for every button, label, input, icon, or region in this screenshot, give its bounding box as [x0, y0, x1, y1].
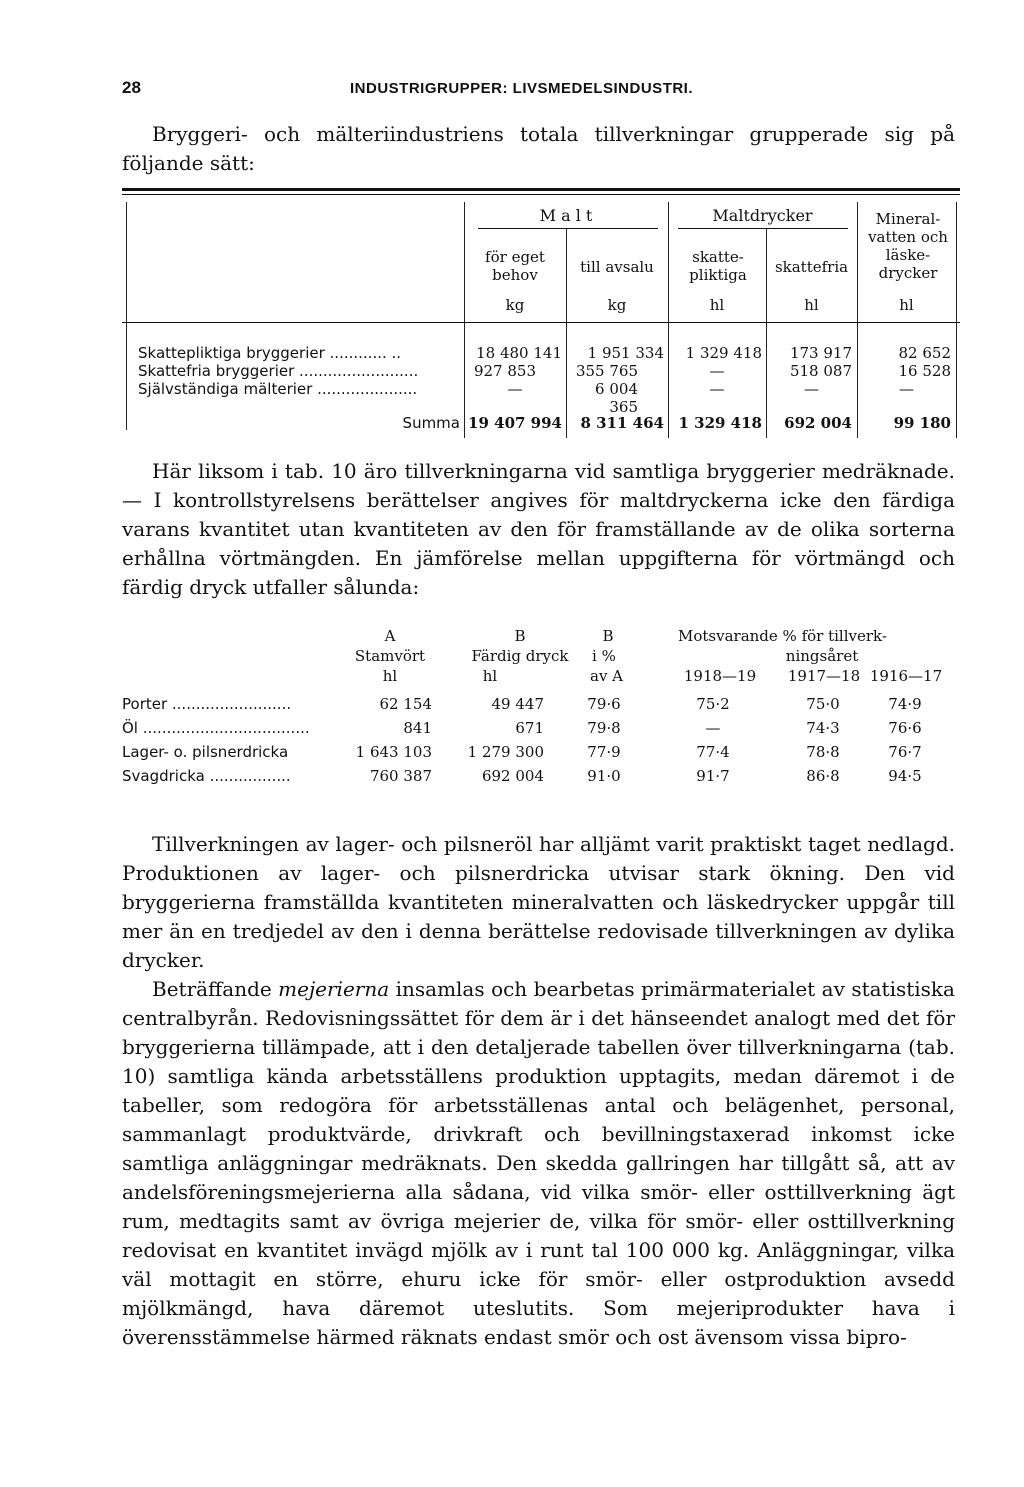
- cell: 78·8: [806, 743, 840, 761]
- row-label-porter: Porter .........................: [122, 695, 292, 713]
- row-label-svagdricka: Svagdricka .................: [122, 767, 291, 785]
- table-top-rule-thin: [122, 194, 960, 195]
- unit-kg-1: kg: [505, 296, 525, 314]
- col-label-till-avsalu: till avsalu: [580, 258, 654, 276]
- cell: 91·0: [587, 767, 621, 785]
- cell: —: [899, 380, 914, 398]
- cell: 692 004: [481, 767, 544, 785]
- head-ningsaret: ningsåret: [785, 647, 859, 665]
- cell: 77·4: [696, 743, 730, 761]
- cell: 86·8: [806, 767, 840, 785]
- paragraph-2: [122, 457, 955, 602]
- cell: —: [709, 362, 725, 380]
- para4-start: Beträffande: [152, 977, 279, 1001]
- year-1918-19: 1918—19: [683, 667, 757, 685]
- cell: —: [709, 380, 725, 398]
- summa-cell: 692 004: [784, 414, 852, 432]
- cell: 74·9: [888, 695, 922, 713]
- row-label-skattefria: Skattefria bryggerier .........................: [138, 362, 419, 380]
- production-table: [122, 188, 960, 468]
- col-label-skattefria: skattefria: [774, 258, 849, 276]
- vline: [857, 202, 858, 438]
- group-header-mineral: Mineral-vatten och läske-drycker: [868, 210, 948, 282]
- page-number: 28: [122, 78, 141, 97]
- year-1917-18: 1917—18: [787, 667, 861, 685]
- cell: 79·6: [587, 695, 621, 713]
- comparison-table: [122, 625, 960, 795]
- unit-hl-2: hl: [804, 296, 819, 314]
- cell: 173 917: [789, 344, 852, 362]
- cell: —: [804, 380, 819, 398]
- cell: 77·9: [587, 743, 621, 761]
- group-header-maltdrycker: Maltdrycker: [712, 206, 813, 225]
- cell: 518 087: [789, 362, 852, 380]
- col-label-skattepliktiga: skatte-pliktiga: [689, 248, 747, 284]
- paragraph-3: [122, 830, 955, 975]
- paragraph-2-text: Här liksom i tab. 10 äro tillverkningarna vid samtliga bryggerier medräknade. — I kontrollstyrelsens berättelser angives för maltdryckerna icke den färdiga varans kvantitet utan kvantiteten av den för framställande av de olika sorterna erhållna vörtmängden. En jämförelse mellan uppgifterna för vörtmängd och färdig dryck utfaller sålunda:: [122, 459, 955, 599]
- unit-kg-2: kg: [607, 296, 627, 314]
- vline: [668, 202, 669, 438]
- summa-cell: 1 329 418: [678, 414, 762, 432]
- cell: 1 951 334: [587, 344, 664, 362]
- table-top-rule: [122, 188, 960, 191]
- vline: [464, 202, 465, 438]
- cell: 1 329 418: [685, 344, 762, 362]
- head-bp-unit: av A: [590, 667, 624, 685]
- row-label-ol: Öl ...................................: [122, 719, 310, 737]
- summa-label: Summa: [402, 414, 460, 432]
- paragraph-4: [122, 975, 955, 1352]
- cell: 760 387: [369, 767, 432, 785]
- head-bp: B: [602, 627, 614, 645]
- cell: 76·6: [888, 719, 922, 737]
- head-motsvarande: Motsvarande % för tillverk-: [678, 627, 887, 645]
- cell: 74·3: [806, 719, 840, 737]
- cell: 6 004 365: [595, 380, 638, 416]
- para4-emphasis: mejerierna: [278, 977, 390, 1001]
- cell: 927 853: [473, 362, 536, 380]
- row-label-lager: Lager- o. pilsnerdricka: [122, 743, 289, 761]
- cell: 671: [515, 719, 544, 737]
- head-b-unit: hl: [482, 667, 498, 685]
- cell: 91·7: [696, 767, 730, 785]
- summa-cell: 8 311 464: [580, 414, 664, 432]
- cell: 94·5: [888, 767, 922, 785]
- col-label-eget-behov: för eget behov: [485, 248, 545, 284]
- running-title: INDUSTRIGRUPPER: LIVSMEDELSINDUSTRI.: [350, 80, 694, 97]
- cell: 355 765: [575, 362, 638, 380]
- rule: [678, 228, 848, 229]
- cell: —: [507, 380, 523, 398]
- rule: [478, 228, 658, 229]
- group-header-malt: M a l t: [539, 206, 593, 225]
- cell: 1 279 300: [467, 743, 544, 761]
- cell: 16 528: [898, 362, 951, 380]
- cell: —: [705, 719, 721, 737]
- unit-hl-3: hl: [899, 296, 914, 314]
- cell: 1 643 103: [355, 743, 432, 761]
- summa-cell: 99 180: [893, 414, 951, 432]
- header-bottom-rule: [122, 322, 960, 323]
- row-label-malterier: Självständiga mälterier .....................: [138, 380, 418, 398]
- cell: 49 447: [491, 695, 544, 713]
- vline: [126, 202, 127, 430]
- head-a-unit: hl: [382, 667, 398, 685]
- head-b-sub: Färdig dryck: [471, 647, 569, 665]
- head-a: A: [384, 627, 396, 645]
- cell: 75·2: [696, 695, 730, 713]
- intro-paragraph: [122, 120, 955, 178]
- head-b: B: [514, 627, 526, 645]
- paragraph-4-text: [122, 975, 955, 1352]
- cell: 62 154: [379, 695, 432, 713]
- intro-text: Bryggeri- och mälteriindustriens totala tillverkningar grupperade sig på följande sätt:: [122, 122, 955, 175]
- head-a-sub: Stamvört: [354, 647, 426, 665]
- head-bp-sub: i %: [592, 647, 616, 665]
- unit-hl-1: hl: [709, 296, 725, 314]
- row-label-skattepliktiga: Skattepliktiga bryggerier ............ ..: [138, 344, 402, 362]
- vline: [956, 202, 957, 438]
- paragraph-3-text: Tillverkningen av lager- och pilsneröl har alljämt varit praktiskt taget nedlagd. Produktionen av lager- och pilsnerdricka utvisar stark ökning. Den vid bryggerierna framställda kvantiteten mineralvatten och läskedrycker uppgår till mer än en tredjedel av den i denna berättelse redovisade tillverkningen av dylika drycker.: [122, 832, 955, 972]
- para4-rest: insamlas och bearbetas primärmaterialet av statistiska centralbyrån. Redovisningssättet för dem är i det hänseendet analogt med det för bryggerierna tillämpade, att i den detaljerade tabellen över tillverkningarna (tab. 10) samtliga kända arbetsställens produktion upptagits, medan däremot i de tabeller, som redogöra för arbetsställenas antal och belägenhet, personal, sammanlagt produktvärde, drivkraft och bevillningstaxerad inkomst icke samtliga anläggningar medräknats. Den skedda gallringen har tillgått så, att av andelsföreningsmejerierna alla sådana, vid vilka smör- eller osttillverkning ägt rum, medtagits samt av övriga mejerier de, vilka för smör- eller osttillverkning redovisat en kvantitet invägd mjölk av i runt tal 100 000 kg. Anläggningar, vilka väl mottagit en större, ehuru icke för smör- eller ostproduktion avsedd mjölkmängd, hava däremot uteslutits. Som mejeriprodukter hava i överensstämmelse härmed räknats endast smör och ost ävensom vissa bipro-: [122, 977, 955, 1349]
- cell: 76·7: [888, 743, 922, 761]
- cell: 75·0: [806, 695, 840, 713]
- year-1916-17: 1916—17: [869, 667, 943, 685]
- cell: 841: [403, 719, 432, 737]
- cell: 18 480 141: [476, 344, 562, 362]
- summa-cell: 19 407 994: [468, 414, 562, 432]
- cell: 82 652: [898, 344, 951, 362]
- cell: 79·8: [587, 719, 621, 737]
